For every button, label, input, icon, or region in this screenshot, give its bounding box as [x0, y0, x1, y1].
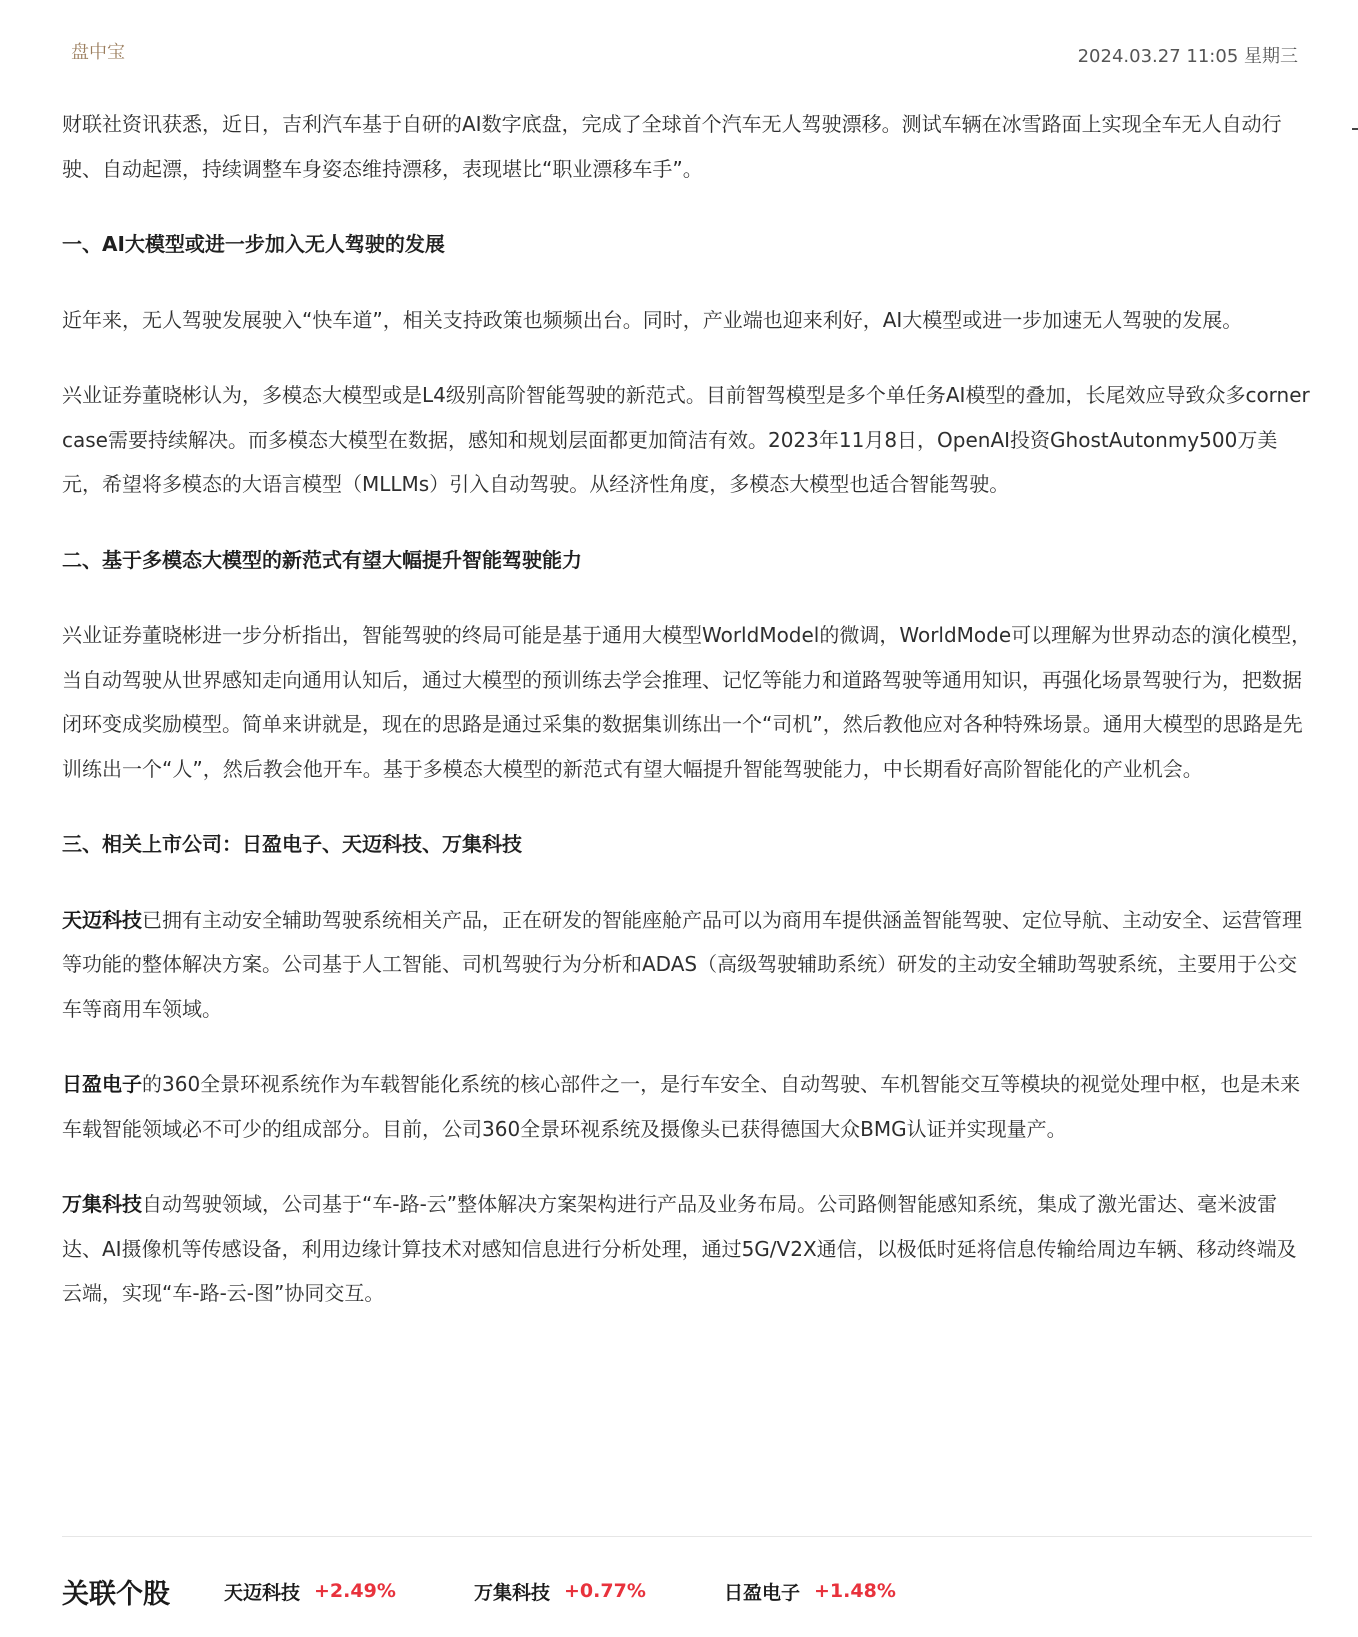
scrollbar-edge-mark: [1352, 128, 1358, 130]
section1-paragraph-1: 近年来，无人驾驶发展驶入“快车道”，相关支持政策也频频出台。同时，产业端也迎来利好，AI大模型或进一步加速无人驾驶的发展。: [62, 307, 1243, 332]
section-divider: [62, 1536, 1312, 1537]
section-heading-3: 三、相关上市公司：日盈电子、天迈科技、万集科技: [62, 832, 522, 856]
source-label[interactable]: 盘中宝: [71, 42, 125, 63]
stock-item-riying[interactable]: [724, 1578, 974, 1605]
stock-item-wanji[interactable]: [474, 1578, 724, 1605]
section2-paragraph-1: 兴业证券董晓彬进一步分析指出，智能驾驶的终局可能是基于通用大模型WorldModel的微调，WorldMode可以理解为世界动态的演化模型，当自动驾驶从世界感知走向通用认知后，通过大模型的预训练去学会推理、记忆等能力和道路驾驶等通用知识，再强化场景驾驶行为，把数据闭环变成奖励模型。简单来讲就是，现在的思路是通过采集的数据集训练出一个“司机”，然后教他应对各种特殊场景。通用大模型的思路是先训练出一个“人”，然后教会他开车。基于多模态大模型的新范式有望大幅提升智能驾驶能力，中长期看好高阶智能化的产业机会。: [62, 623, 1312, 781]
company-paragraph-wanji: [62, 1182, 1312, 1316]
company-name-tianmai: 天迈科技: [62, 907, 142, 932]
stock-name[interactable]: 日盈电子: [724, 1581, 801, 1604]
company-text-tianmai: 已拥有主动安全辅助驾驶系统相关产品，正在研发的智能座舱产品可以为商用车提供涵盖智能驾驶、定位导航、主动安全、运营管理等功能的整体解决方案。公司基于人工智能、司机驾驶行为分析和ADAS（高级驾驶辅助系统）研发的主动安全辅助驾驶系统，主要用于公交车等商用车领域。: [62, 907, 1302, 1021]
related-stocks: [62, 1566, 1312, 1616]
intro-paragraph: 财联社资讯获悉，近日，吉利汽车基于自研的AI数字底盘，完成了全球首个汽车无人驾驶漂移。测试车辆在冰雪路面上实现全车无人自动行驶、自动起漂，持续调整车身姿态维持漂移，表现堪比“职业漂移车手”。: [62, 112, 1282, 181]
stock-name[interactable]: 天迈科技: [224, 1581, 301, 1604]
section1-paragraph-2: 兴业证券董晓彬认为，多模态大模型或是L4级别高阶智能驾驶的新范式。目前智驾模型是多个单任务AI模型的叠加，长尾效应导致众多cornercase需要持续解决。而多模态大模型在数据，感知和规划层面都更加简洁有效。2023年11月8日，OpenAI投资GhostAutonmy500万美元，希望将多模态的大语言模型（MLLMs）引入自动驾驶。从经济性角度，多模态大模型也适合智能驾驶。: [62, 383, 1310, 496]
company-paragraph-tianmai: [62, 898, 1312, 1032]
publish-datetime: 2024.03.27 11:05 星期三: [1077, 46, 1298, 67]
article-body: [62, 102, 1312, 1347]
stock-change: +0.77%: [564, 1580, 646, 1602]
company-text-riying: 的360全景环视系统作为车载智能化系统的核心部件之一，是行车安全、自动驾驶、车机智能交互等模块的视觉处理中枢，也是未来车载智能领域必不可少的组成部分。目前，公司360全景环视系统及摄像头已获得德国大众BMG认证并实现量产。: [62, 1072, 1301, 1141]
section-heading-2: 二、基于多模态大模型的新范式有望大幅提升智能驾驶能力: [62, 547, 582, 572]
company-name-wanji: 万集科技: [62, 1192, 142, 1216]
stock-change: +2.49%: [314, 1580, 396, 1602]
article-header: [71, 38, 1298, 72]
company-paragraph-riying: [62, 1062, 1312, 1151]
company-name-riying: 日盈电子: [62, 1072, 142, 1096]
section-heading-1: 一、AI大模型或进一步加入无人驾驶的发展: [62, 232, 445, 256]
related-stocks-title: 关联个股: [62, 1578, 170, 1610]
stock-change: +1.48%: [814, 1580, 896, 1602]
company-text-wanji: 自动驾驶领域，公司基于“车-路-云”整体解决方案架构进行产品及业务布局。公司路侧智能感知系统，集成了激光雷达、毫米波雷达、AI摄像机等传感设备，利用边缘计算技术对感知信息进行分析处理，通过5G/V2X通信，以极低时延将信息传输给周边车辆、移动终端及云端，实现“车-路-云-图”协同交互。: [62, 1192, 1297, 1305]
stock-item-tianmai[interactable]: [224, 1578, 474, 1605]
stock-name[interactable]: 万集科技: [474, 1581, 551, 1604]
